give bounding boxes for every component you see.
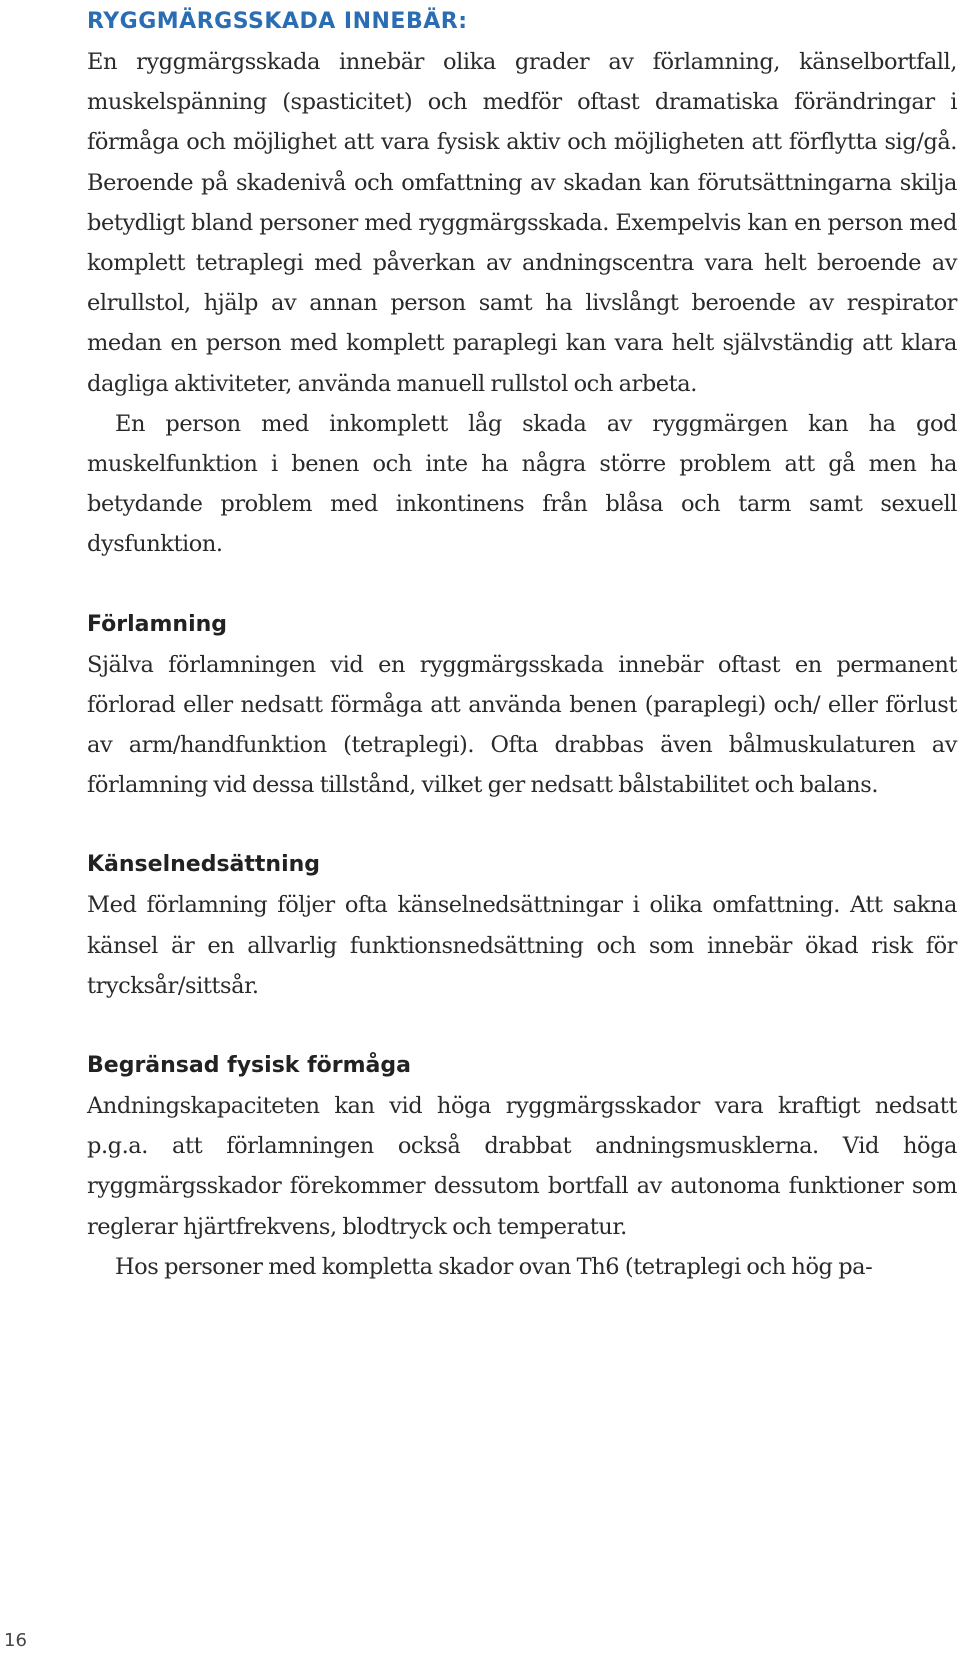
section-ryggmargsskada (87, 2, 957, 565)
spacer (87, 805, 957, 845)
paragraph: Med förlamning följer ofta känselnedsättningar i olika omfattning. Att sakna känsel är en allvarlig funktionsnedsättning och som innebär ökad risk för trycksår/sittsår. (87, 892, 957, 999)
section-heading: Känselnedsättning (87, 852, 321, 878)
section-heading: Förlamning (87, 611, 228, 637)
paragraph: Själva förlamningen vid en ryggmärgsskada innebär oftast en permanent förlorad eller nedsatt förmåga att använda benen (paraplegi) och/ eller förlust av arm/handfunktion (tetraplegi). Ofta drabbas även bålmuskulaturen av förlamning vid dessa tillstånd, vilket ger nedsatt bålstabilitet och balans. (87, 651, 957, 799)
paragraph: En person med inkomplett låg skada av ryggmärgen kan ha god muskelfunktion i benen och inte ha några större problem att gå men ha betydande problem med inkontinens från blåsa och tarm samt sexuell dysfunktion. (87, 410, 957, 558)
paragraph: Hos personer med kompletta skador ovan Th6 (tetraplegi och hög pa- (115, 1253, 873, 1280)
spacer (87, 1006, 957, 1046)
paragraph: En ryggmärgsskada innebär olika grader av förlamning, känselbortfall, muskelspänning (spasticitet) och medför oftast dramatiska förändringar i förmåga och möjlighet att vara fysisk aktiv och möjligheten att förflytta sig/gå. Beroende på skadenivå och omfattning av skadan kan förutsättningarna skilja betydligt bland personer med ryggmärgsskada. Exempelvis kan en person med komplett tetraplegi med påverkan av andningscentra vara helt beroende av elrullstol, hjälp av annan person samt ha livslångt beroende av respirator medan en person med komplett paraplegi kan vara helt självständig att klara dagliga aktiviteter, använda manuell rullstol och arbeta. (87, 49, 957, 397)
page-number: 16 (4, 1630, 27, 1651)
section-kanselnedsattning (87, 845, 957, 1006)
section-begransad-fysisk-formaga (87, 1046, 957, 1287)
section-heading: Begränsad fysisk förmåga (87, 1053, 411, 1079)
spacer (87, 565, 957, 605)
paragraph: Andningskapaciteten kan vid höga ryggmärgsskador vara kraftigt nedsatt p.g.a. att förlamningen också drabbat andningsmusklerna. Vid höga ryggmärgsskador förekommer dessutom bortfall av autonoma funktioner som reglerar hjärtfrekvens, blodtryck och temperatur. (87, 1093, 957, 1240)
document-page (87, 0, 957, 1287)
section-forlamning (87, 605, 957, 806)
section-heading: RYGGMÄRGSSKADA INNEBÄR: (87, 9, 468, 34)
